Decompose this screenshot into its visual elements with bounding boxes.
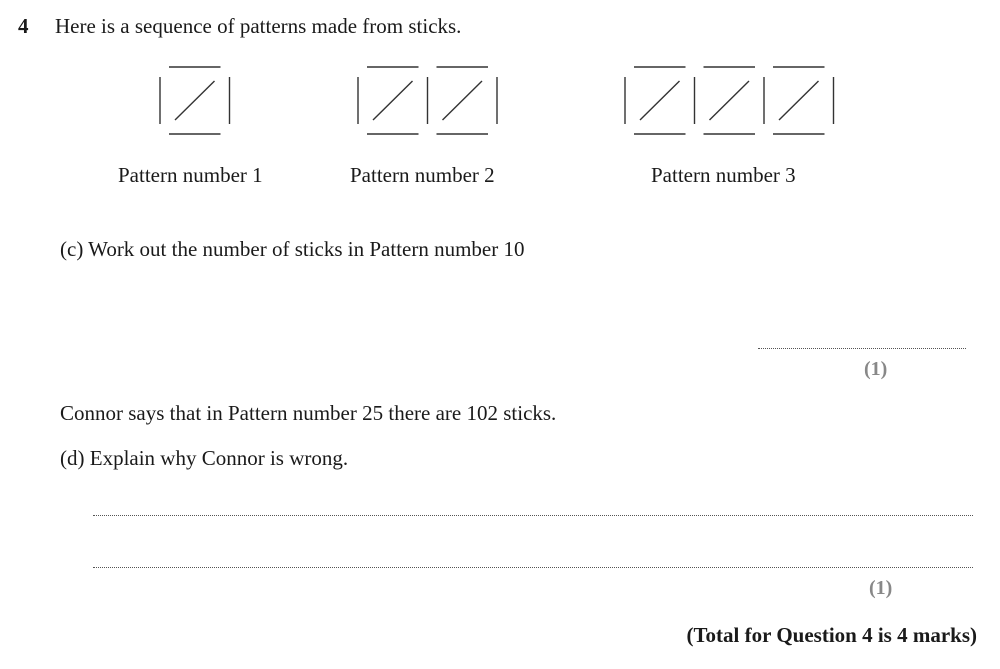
- question-intro: Here is a sequence of patterns made from sticks.: [55, 14, 462, 38]
- part-d-question: (d) Explain why Connor is wrong.: [60, 446, 349, 470]
- diagonal-stick: [443, 81, 483, 120]
- part-d-marks: (1): [869, 577, 893, 599]
- question-total: (Total for Question 4 is 4 marks): [686, 623, 977, 647]
- diagonal-stick: [175, 81, 215, 120]
- pattern-1-label: Pattern number 1: [118, 163, 263, 187]
- diagonal-stick: [373, 81, 413, 120]
- diagonal-stick: [779, 81, 819, 120]
- diagonal-stick: [710, 81, 750, 120]
- question-number: 4: [18, 14, 29, 38]
- part-c-question: (c) Work out the number of sticks in Pattern number 10: [60, 237, 525, 261]
- pattern-2-label: Pattern number 2: [350, 163, 495, 187]
- part-d-answer-line-1[interactable]: [93, 515, 973, 516]
- stick-patterns-figure: [0, 0, 1000, 160]
- connor-statement: Connor says that in Pattern number 25 there are 102 sticks.: [60, 401, 557, 425]
- pattern-3-label: Pattern number 3: [651, 163, 796, 187]
- part-d-answer-line-2[interactable]: [93, 567, 973, 568]
- part-c-answer-line[interactable]: [758, 348, 966, 349]
- part-c-marks: (1): [864, 358, 888, 380]
- diagonal-stick: [640, 81, 680, 120]
